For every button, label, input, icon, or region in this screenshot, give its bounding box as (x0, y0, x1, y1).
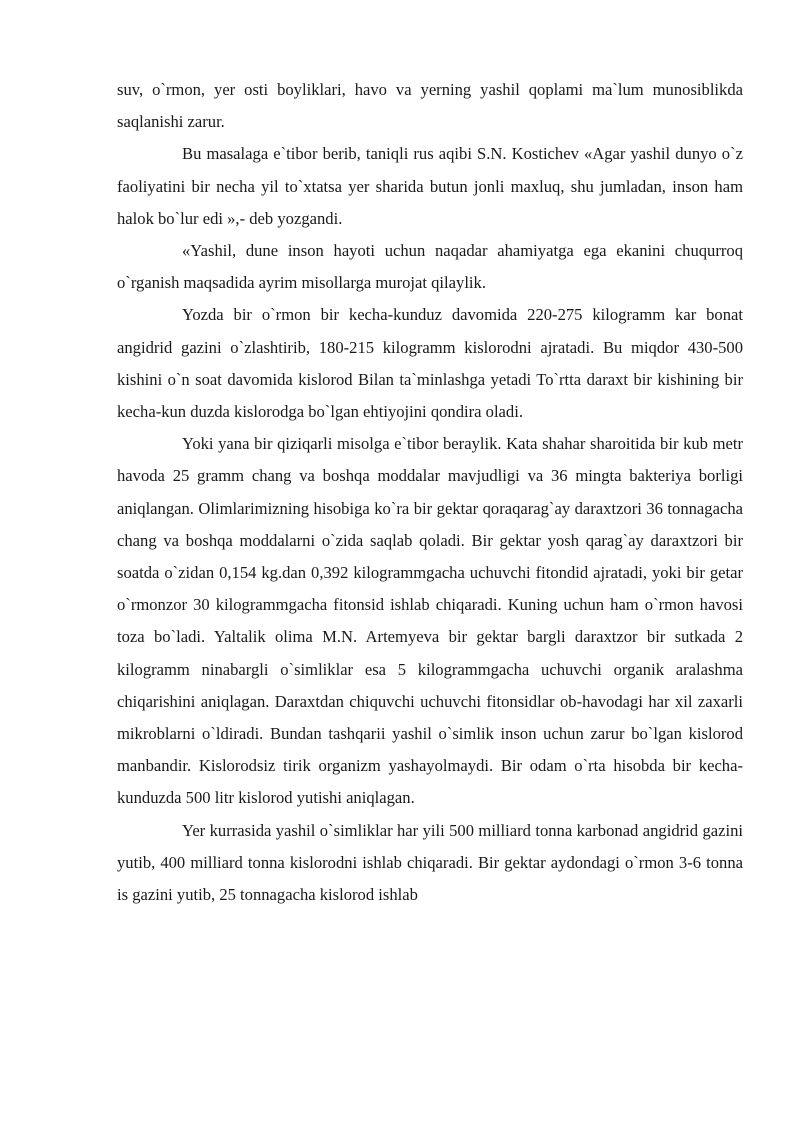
paragraph-examples-intro: «Yashil, dune inson hayoti uchun naqadar ahamiyatga ega ekanini chuqurroq o`rganish maqsadida ayrim misollarga murojat qilaylik. (117, 241, 743, 293)
paragraph-city-air: Yoki yana bir qiziqarli misolga e`tibor beraylik. Kata shahar sharoitida bir kub metr havoda 25 gramm chang va boshqa moddalar mavjudligi va 36 mingta bakteriya borligi aniqlangan. Olimlarimizning hisobiga ko`ra bir gektar qoraqarag`ay daraxtzori 36 tonnagacha chang va boshqa moddalarni o`zida saqlab qoladi. Bir gektar yosh qarag`ay daraxtzori bir soatda o`zidan 0,154 kg.dan 0,392 kilogrammgacha uchuvchi fitondid ajratadi, yoki bir getar o`rmonzor 30 kilogrammgacha fitonsid ishlab chiqaradi. Kuning uchun ham o`rmon havosi toza bo`ladi. Yaltalik olima M.N. Artemyeva bir gektar bargli daraxtzor bir sutkada 2 kilogramm ninabargli o`simliklar esa 5 kilogrammgacha uchuvchi organik aralashma chiqarishini aniqlagan. Daraxtdan chiquvchi uchuvchi fitonsidlar ob-havodagi har xil zaxarli mikroblarni o`ldiradi. Bundan tashqarii yashil o`simlik inson uchun zarur bo`lgan kislorod manbandir. Kislorodsiz tirik organizm yashayolmaydi. Bir odam o`rta hisobda bir kecha-kunduzda 500 litr kislorod yutishi aniqlagan. (117, 434, 743, 808)
body-text (117, 74, 743, 911)
paragraph-continuation: suv, o`rmon, yer osti boyliklari, havo va yerning yashil qoplami ma`lum munosiblikda saqlanishi zarur. (117, 80, 743, 132)
paragraph-global-plants: Yer kurrasida yashil o`simliklar har yili 500 milliard tonna karbonad angidrid gazini yutib, 400 milliard tonna kislorodni ishlab chiqaradi. Bir gektar aydondagi o`rmon 3-6 tonna is gazini yutib, 25 tonnagacha kislorod ishlab (117, 820, 743, 905)
paragraph-kostichev-quote: Bu masalaga e`tibor berib, taniqli rus aqibi S.N. Kostichev «Agar yashil dunyo o`z faoliyatini bir necha yil to`xtatsa yer sharida butun jonli maxluq, shu jumladan, inson ham halok bo`lur edi »,- deb yozgandi. (117, 144, 743, 228)
paragraph-forest-oxygen: Yozda bir o`rmon bir kecha-kunduz davomida 220-275 kilogramm kar bonat angidrid gazini o`zlashtirib, 180-215 kilogramm kislorodni ajratadi. Bu miqdor 430-500 kishini o`n soat davomida kislorod Bilan ta`minlashga yetadi To`rtta daraxt bir kishining bir kecha-kun duzda kislorodga bo`lgan ehtiyojini qondira oladi. (117, 305, 743, 422)
